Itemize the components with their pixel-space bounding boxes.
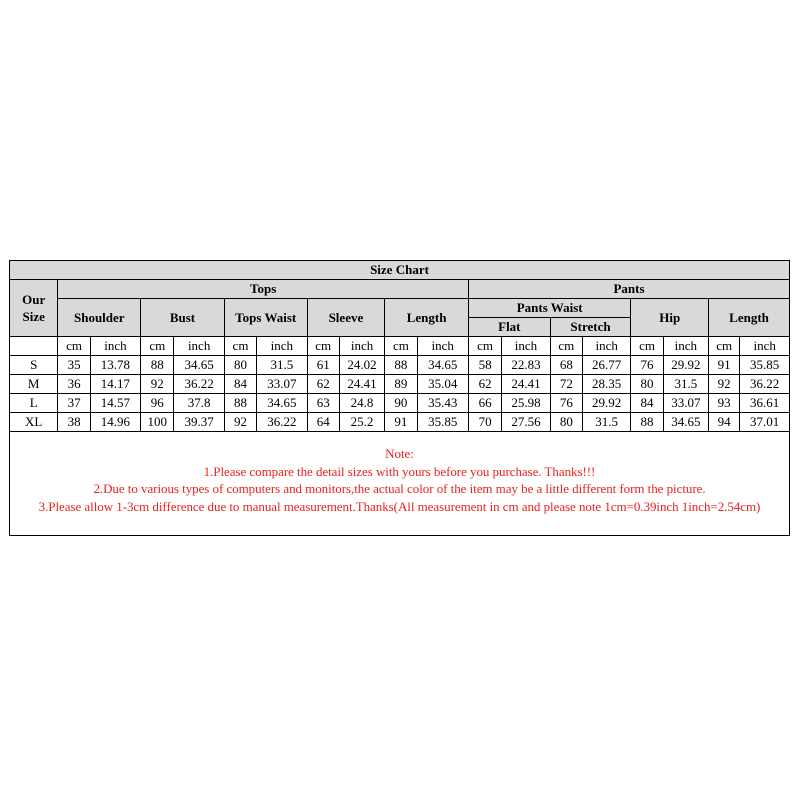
our-size-header: Our Size	[10, 280, 58, 337]
table-cell: 92	[709, 375, 740, 394]
unit-cell: inch	[582, 337, 630, 356]
unit-cell: inch	[90, 337, 140, 356]
note-line-2: 2.Due to various types of computers and monitors,the actual color of the item may be a little different form the picture.	[93, 481, 706, 496]
table-cell: 58	[468, 356, 501, 375]
table-cell: 61	[307, 356, 339, 375]
table-cell: 37	[58, 394, 90, 413]
table-cell: 31.5	[663, 375, 708, 394]
col-header-pants-length: Length	[709, 299, 790, 337]
unit-cell: cm	[224, 337, 256, 356]
table-cell: 24.41	[502, 375, 550, 394]
size-row-s	[10, 356, 790, 375]
table-cell: 35.04	[417, 375, 468, 394]
unit-cell: cm	[307, 337, 339, 356]
table-cell: 100	[141, 413, 174, 432]
unit-cell: inch	[257, 337, 307, 356]
size-label: L	[10, 394, 58, 413]
table-cell: 92	[224, 413, 256, 432]
table-cell: 72	[550, 375, 582, 394]
table-cell: 88	[141, 356, 174, 375]
col-header-hip: Hip	[631, 299, 709, 337]
table-cell: 88	[224, 394, 256, 413]
unit-cell: inch	[417, 337, 468, 356]
table-cell: 39.37	[174, 413, 224, 432]
table-cell: 63	[307, 394, 339, 413]
note-line-1: 1.Please compare the detail sizes with yours before you purchase. Thanks!!!	[203, 463, 596, 479]
table-cell: 37.01	[740, 413, 790, 432]
unit-blank	[10, 337, 58, 356]
table-cell: 38	[58, 413, 90, 432]
unit-cell: cm	[709, 337, 740, 356]
pants-group-header: Pants	[468, 280, 789, 299]
size-label: S	[10, 356, 58, 375]
note-line-3: 3.Please allow 1-3cm difference due to manual measurement.Thanks(All measurement in cm and please note 1cm=0.39inch 1inch=2.54cm)	[38, 498, 761, 514]
table-cell: 76	[631, 356, 663, 375]
tops-group-header: Tops	[58, 280, 469, 299]
table-cell: 66	[468, 394, 501, 413]
col-header-tops-waist: Tops Waist	[224, 299, 307, 337]
table-cell: 91	[709, 356, 740, 375]
table-cell: 92	[141, 375, 174, 394]
table-cell: 28.35	[582, 375, 630, 394]
table-cell: 34.65	[257, 394, 307, 413]
table-cell: 62	[307, 375, 339, 394]
unit-cell: inch	[502, 337, 550, 356]
chart-title: Size Chart	[10, 261, 790, 280]
table-cell: 68	[550, 356, 582, 375]
table-cell: 22.83	[502, 356, 550, 375]
table-cell: 88	[631, 413, 663, 432]
col-header-bust: Bust	[141, 299, 225, 337]
size-row-m	[10, 375, 790, 394]
table-cell: 14.96	[90, 413, 140, 432]
table-cell: 70	[468, 413, 501, 432]
size-label: XL	[10, 413, 58, 432]
table-cell: 36.22	[740, 375, 790, 394]
table-cell: 93	[709, 394, 740, 413]
unit-cell: inch	[174, 337, 224, 356]
unit-cell: inch	[663, 337, 708, 356]
col-header-sleeve: Sleeve	[307, 299, 385, 337]
table-cell: 24.41	[339, 375, 384, 394]
unit-cell: cm	[631, 337, 663, 356]
table-cell: 25.98	[502, 394, 550, 413]
col-header-shoulder: Shoulder	[58, 299, 141, 337]
table-cell: 37.8	[174, 394, 224, 413]
table-cell: 14.17	[90, 375, 140, 394]
table-cell: 34.65	[663, 413, 708, 432]
table-cell: 33.07	[257, 375, 307, 394]
table-cell: 35	[58, 356, 90, 375]
unit-cell: cm	[58, 337, 90, 356]
table-cell: 80	[550, 413, 582, 432]
size-label: M	[10, 375, 58, 394]
table-cell: 84	[224, 375, 256, 394]
size-chart-sheet	[9, 260, 790, 536]
table-cell: 36	[58, 375, 90, 394]
table-cell: 64	[307, 413, 339, 432]
table-cell: 31.5	[582, 413, 630, 432]
size-row-l	[10, 394, 790, 413]
unit-row	[10, 337, 790, 356]
table-cell: 94	[709, 413, 740, 432]
table-cell: 26.77	[582, 356, 630, 375]
table-cell: 80	[631, 375, 663, 394]
table-cell: 13.78	[90, 356, 140, 375]
table-cell: 33.07	[663, 394, 708, 413]
table-cell: 34.65	[417, 356, 468, 375]
notes-section	[10, 428, 789, 536]
size-chart-table	[9, 260, 790, 432]
col-header-flat: Flat	[468, 318, 550, 337]
table-cell: 24.8	[339, 394, 384, 413]
unit-cell: cm	[468, 337, 501, 356]
table-cell: 84	[631, 394, 663, 413]
unit-cell: cm	[141, 337, 174, 356]
table-cell: 62	[468, 375, 501, 394]
table-cell: 34.65	[174, 356, 224, 375]
table-cell: 36.61	[740, 394, 790, 413]
table-cell: 88	[385, 356, 417, 375]
table-cell: 96	[141, 394, 174, 413]
table-cell: 35.43	[417, 394, 468, 413]
table-cell: 35.85	[740, 356, 790, 375]
unit-cell: inch	[740, 337, 790, 356]
table-cell: 27.56	[502, 413, 550, 432]
unit-cell: inch	[339, 337, 384, 356]
table-cell: 35.85	[417, 413, 468, 432]
table-cell: 89	[385, 375, 417, 394]
table-cell: 29.92	[582, 394, 630, 413]
table-cell: 14.57	[90, 394, 140, 413]
table-cell: 31.5	[257, 356, 307, 375]
table-cell: 36.22	[174, 375, 224, 394]
table-cell: 36.22	[257, 413, 307, 432]
col-header-stretch: Stretch	[550, 318, 631, 337]
table-cell: 80	[224, 356, 256, 375]
unit-cell: cm	[550, 337, 582, 356]
table-cell: 76	[550, 394, 582, 413]
unit-cell: cm	[385, 337, 417, 356]
table-cell: 90	[385, 394, 417, 413]
col-header-tops-length: Length	[385, 299, 469, 337]
table-cell: 29.92	[663, 356, 708, 375]
notes-heading: Note:	[385, 446, 414, 461]
col-header-pants-waist: Pants Waist	[468, 299, 630, 318]
table-cell: 24.02	[339, 356, 384, 375]
table-cell: 25.2	[339, 413, 384, 432]
table-cell: 91	[385, 413, 417, 432]
